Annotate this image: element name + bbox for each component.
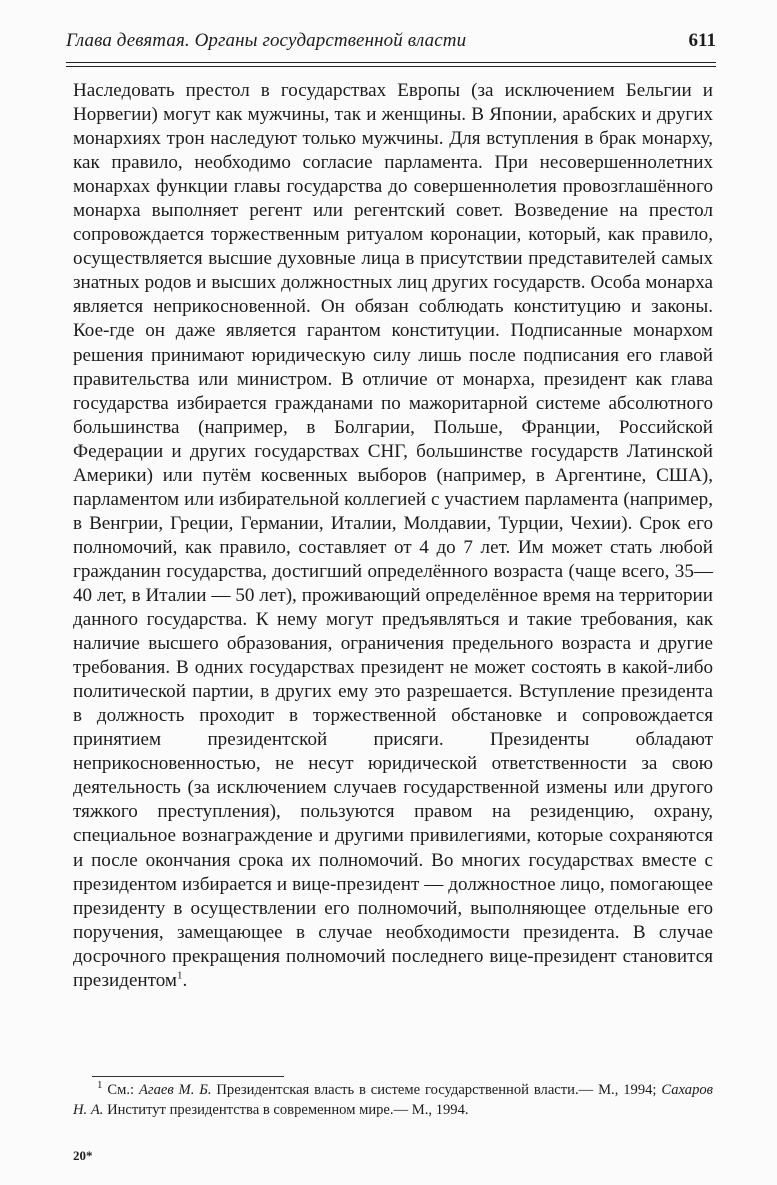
footnote <box>73 1080 713 1120</box>
body-text: Наследовать престол в государствах Европы (за исключением Бельгии и Норвегии) могут как мужчины, так и женщины. В Японии, арабских и других монархиях трон наследуют только мужчины. Для вступления в брак монарху, как правило, необходимо согласие парламента. При несовершеннолетних монархах функции главы государства до совершеннолетия провозглашённого монарха выполняет регент или регентский совет. Возведение на престол сопровождается торжественным ритуалом коронации, который, как правило, осуществляется высшие духовные лица в присутствии представителей самых знатных родов и высших должностных лиц других государств. Особа монарха является неприкосновенной. Он обязан соблюдать конституцию и законы. Кое-где он даже является гарантом конституции. Подписанные монархом решения принимают юридическую силу лишь после подписания его главой правительства или министром. В отличие от монарха, президент как глава государства избирается гражданами по мажоритарной системе абсолютного большинства (например, в Болгарии, Польше, Франции, Российской Федерации и других государствах СНГ, большинстве государств Латинской Америки) или путём косвенных выборов (например, в Аргентине, США), парламентом или избирательной коллегией с участием парламента (например, в Венгрии, Греции, Германии, Италии, Молдавии, Турции, Чехии). Срок его полномочий, как правило, составляет от 4 до 7 лет. Им может стать любой гражданин государства, достигший определённого возраста (чаще всего, 35—40 лет, в Италии — 50 лет), проживающий определённое время на территории данного государства. К нему могут предъявляться и такие требования, как наличие высшего образования, ограничения предельного возраста и другие требования. В одних государствах президент не может состоять в какой-либо политической партии, в других ему это разрешается. Вступление президента в должность проходит в торжественной обстановке и сопровождается принятием президентской присяги. Президенты обладают неприкосновенностью, не несут юридической ответственности за свою деятельность (за исключением случаев государственной измены или другого тяжкого преступления), пользуются правом на резиденцию, охрану, специальное вознаграждение и другими привилегиями, которые сохраняются и после окончания срока их полномочий. Во многих государствах вместе с президентом избирается и вице-президент — должностное лицо, помогающее президенту в осуществлении его полномочий, выполняющее отдельные его поручения, замещающее в случае необходимости президента. В случае досрочного прекращения полномочий последнего вице-президент становится президентом <box>73 80 713 991</box>
footnote-author-2: Сахаров Н. А. <box>73 1082 714 1118</box>
running-header <box>66 30 716 60</box>
footnote-author-1: Агаев М. Б. <box>138 1082 212 1098</box>
footnote-prefix: См.: <box>107 1082 135 1098</box>
header-rule-thin <box>66 66 716 67</box>
footnote-mark: 1 <box>97 1079 103 1092</box>
chapter-title: Глава девятая. Органы государственной власти <box>66 30 467 51</box>
page-number: 611 <box>688 30 716 51</box>
printer-signature-mark: 20* <box>73 1148 93 1163</box>
footnote-work-2: Институт президентства в современном мире.— М., 1994. <box>107 1102 469 1118</box>
footnote-work-1: Президентская власть в системе государственной власти.— М., 1994; <box>216 1082 657 1098</box>
body-paragraph: Наследовать престол в государствах Европы (за исключением Бельгии и Норвегии) могут как мужчины, так и женщины. В Японии, арабских и других монархиях трон наследуют только мужчины. Для вступления в брак монарху, как правило, необходимо согласие парламента. При несовершеннолетних монархах функции главы государства до совершеннолетия провозглашённого монарха выполняет регент или регентский совет. Возведение на престол сопровождается торжественным ритуалом коронации, который, как правило, осуществляется высшие духовные лица в присутствии представителей самых знатных родов и высших должностных лиц других государств. Особа монарха является неприкосновенной. Он обязан соблюдать конституцию и законы. Кое-где он даже является гарантом конституции. Подписанные монархом решения принимают юридическую силу лишь после подписания его главой правительства или министром. В отличие от монарха, президент как глава государства избирается гражданами по мажоритарной системе абсолютного большинства (например, в Болгарии, Польше, Франции, Российской Федерации и других государствах СНГ, большинстве государств Латинской Америки) или путём косвенных выборов (например, в Аргентине, США), парламентом или избирательной коллегией с участием парламента (например, в Венгрии, Греции, Германии, Италии, Молдавии, Турции, Чехии). Срок его полномочий, как правило, составляет от 4 до 7 лет. Им может стать любой гражданин государства, достигший определённого возраста (чаще всего, 35—40 лет, в Италии — 50 лет), проживающий определённое время на территории данного государства. К нему могут предъявляться и такие требования, как наличие высшего образования, ограничения предельного возраста и другие требования. В одних государствах президент не может состоять в какой-либо политической партии, в других ему это разрешается. Вступление президента в должность проходит в торжественной обстановке и сопровождается принятием президентской присяги. Президенты обладают неприкосновенностью, не несут юридической ответственности за свою деятельность (за исключением случаев государственной измены или другого тяжкого преступления), пользуются правом на резиденцию, охрану, специальное вознаграждение и другими привилегиями, которые сохраняются и после окончания срока их полномочий. Во многих государствах вместе с президентом избирается и вице-президент — должностное лицо, помогающее президенту в осуществлении его полномочий, выполняющее отдельные его поручения, замещающее в случае необходимости президента. В случае досрочного прекращения полномочий последнего вице-президент становится президентом$^1$. <box>73 80 713 991</box>
footnote-reference: 1 <box>177 969 183 982</box>
header-rule <box>66 62 716 63</box>
footnote-separator <box>92 1076 284 1077</box>
